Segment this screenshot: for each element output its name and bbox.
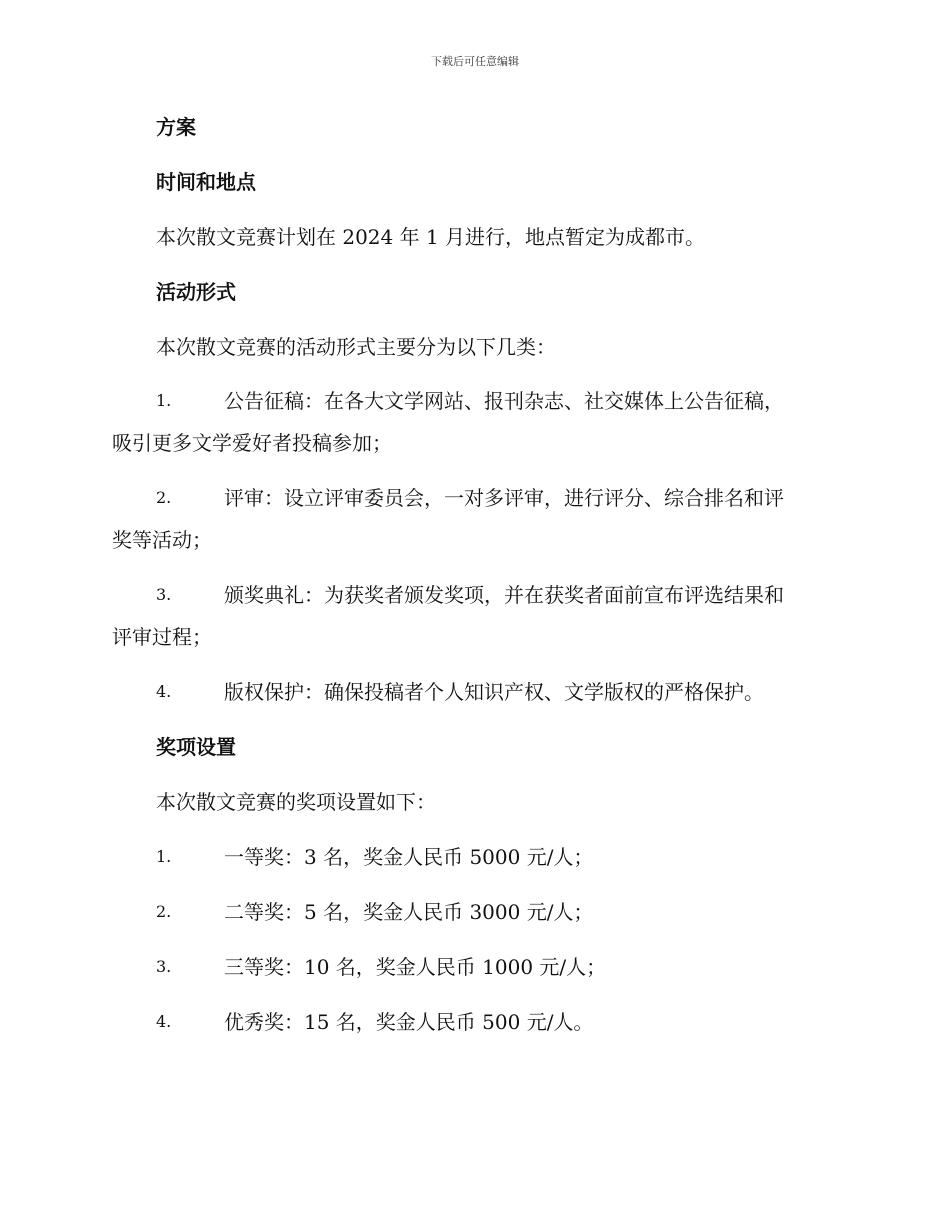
- list-number: 1.: [156, 847, 172, 866]
- activity-list-item: [112, 583, 842, 649]
- heading-time-place: 时间和地点: [156, 170, 256, 194]
- list-number: 2.: [156, 488, 172, 507]
- list-item-continuation: 评审过程；: [112, 625, 212, 649]
- heading-awards: 奖项设置: [156, 735, 236, 759]
- list-item-text: 公告征稿：在各大文学网站、报刊杂志、社交媒体上公告征稿，: [224, 389, 784, 413]
- list-number: 1.: [156, 391, 172, 410]
- activity-list-item: [112, 680, 842, 704]
- list-item-text: 评审：设立评审委员会，一对多评审，进行评分、综合排名和评: [224, 486, 784, 510]
- heading-plan: 方案: [156, 115, 196, 139]
- list-item-text: 一等奖：3 名，奖金人民币 5000 元/人；: [224, 845, 594, 869]
- list-number: 3.: [156, 957, 172, 976]
- list-number: 2.: [156, 902, 172, 921]
- list-number: 3.: [156, 585, 172, 604]
- list-number: 4.: [156, 1012, 172, 1031]
- list-item-text: 二等奖：5 名，奖金人民币 3000 元/人；: [224, 900, 594, 924]
- list-item-text: 优秀奖：15 名，奖金人民币 500 元/人。: [224, 1010, 594, 1034]
- activity-list-item: [112, 389, 842, 455]
- paragraph-activity-intro: 本次散文竞赛的活动形式主要分为以下几类：: [156, 335, 556, 359]
- list-item-continuation: 奖等活动；: [112, 528, 212, 552]
- list-item-text: 颁奖典礼：为获奖者颁发奖项，并在获奖者面前宣布评选结果和: [224, 583, 784, 607]
- award-list-item: [112, 900, 842, 924]
- list-item-text: 版权保护：确保投稿者个人知识产权、文学版权的严格保护。: [224, 680, 764, 704]
- list-item-text: 三等奖：10 名，奖金人民币 1000 元/人；: [224, 955, 607, 979]
- paragraph-awards-intro: 本次散文竞赛的奖项设置如下：: [156, 790, 436, 814]
- award-list-item: [112, 1010, 842, 1034]
- list-item-continuation: 吸引更多文学爱好者投稿参加；: [112, 431, 392, 455]
- header-note: 下载后可任意编辑: [431, 55, 519, 68]
- award-list-item: [112, 845, 842, 869]
- paragraph-time-place: 本次散文竞赛计划在 2024 年 1 月进行，地点暂定为成都市。: [156, 225, 706, 249]
- list-number: 4.: [156, 682, 172, 701]
- award-list-item: [112, 955, 842, 979]
- activity-list-item: [112, 486, 842, 552]
- heading-activity: 活动形式: [156, 280, 236, 304]
